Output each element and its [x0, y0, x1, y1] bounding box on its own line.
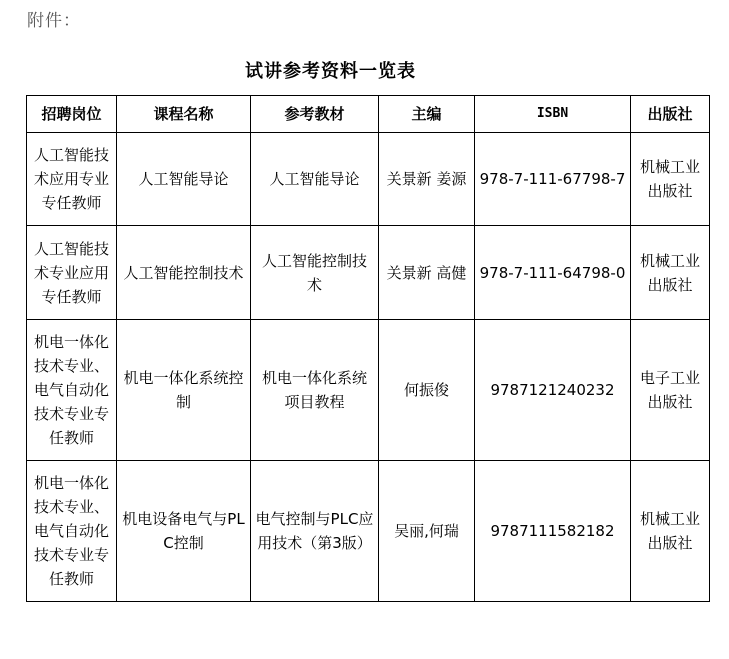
publisher-cell: 电子工业出版社 — [631, 320, 710, 461]
column-header-textbook: 参考教材 — [251, 96, 379, 133]
column-header-position: 招聘岗位 — [27, 96, 117, 133]
reference-materials-table — [26, 95, 710, 602]
table-header — [27, 96, 710, 133]
editor-cell: 何振俊 — [379, 320, 475, 461]
column-header-editor: 主编 — [379, 96, 475, 133]
publisher-cell: 机械工业出版社 — [631, 133, 710, 226]
publisher-cell: 机械工业出版社 — [631, 226, 710, 320]
editor-cell: 关景新 高健 — [379, 226, 475, 320]
isbn-cell: 978-7-111-64798-0 — [475, 226, 631, 320]
column-header-isbn: ISBN — [475, 96, 631, 133]
header-row — [27, 96, 710, 133]
textbook-cell: 机电一体化系统项目教程 — [251, 320, 379, 461]
course-cell: 人工智能控制技术 — [117, 226, 251, 320]
position-cell: 人工智能技术应用专业专任教师 — [27, 133, 117, 226]
isbn-cell: 9787121240232 — [475, 320, 631, 461]
textbook-cell: 人工智能控制技术 — [251, 226, 379, 320]
column-header-publisher: 出版社 — [631, 96, 710, 133]
publisher-cell: 机械工业出版社 — [631, 461, 710, 602]
course-cell: 人工智能导论 — [117, 133, 251, 226]
table-body — [27, 133, 710, 602]
position-cell: 机电一体化技术专业、电气自动化技术专业专任教师 — [27, 461, 117, 602]
isbn-cell: 9787111582182 — [475, 461, 631, 602]
editor-cell: 关景新 姜源 — [379, 133, 475, 226]
position-cell: 人工智能技术专业应用专任教师 — [27, 226, 117, 320]
table-row — [27, 320, 710, 461]
isbn-cell: 978-7-111-67798-7 — [475, 133, 631, 226]
column-header-course: 课程名称 — [117, 96, 251, 133]
table-row — [27, 226, 710, 320]
attachment-label: 附件： — [27, 11, 81, 31]
table-row — [27, 133, 710, 226]
position-cell: 机电一体化技术专业、电气自动化技术专业专任教师 — [27, 320, 117, 461]
editor-cell: 吴丽,何瑞 — [379, 461, 475, 602]
textbook-cell: 电气控制与PLC应用技术（第3版） — [251, 461, 379, 602]
document-title: 试讲参考资料一览表 — [245, 61, 416, 82]
course-cell: 机电一体化系统控制 — [117, 320, 251, 461]
table-row — [27, 461, 710, 602]
course-cell: 机电设备电气与PLC控制 — [117, 461, 251, 602]
textbook-cell: 人工智能导论 — [251, 133, 379, 226]
